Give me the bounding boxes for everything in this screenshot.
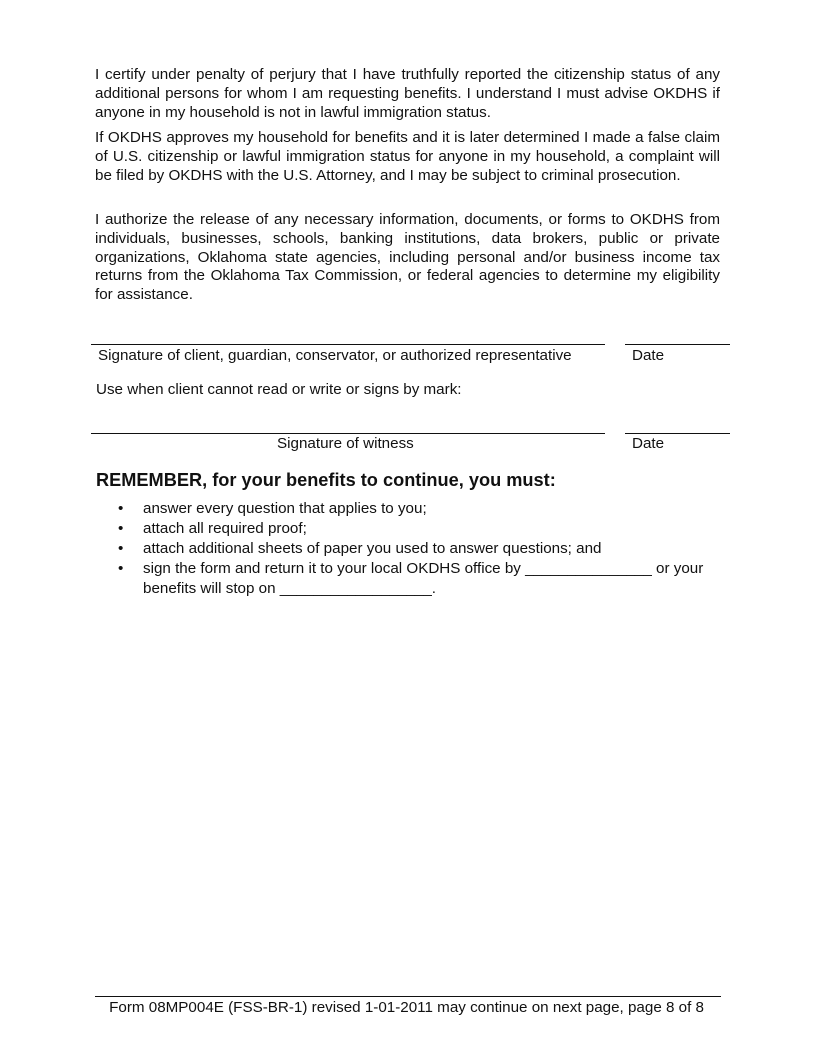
list-item [118,559,718,599]
authorize-paragraph: I authorize the release of any necessary information, documents, or forms to OKDHS from individuals, businesses, schools, banking institutions, data brokers, public or private organizations, Oklahoma state agencies, including personal and/or business income tax returns from the Oklahoma Tax Commission, or federal agencies to determine my eligibility for assistance. [95,211,720,304]
witness-signature-line[interactable] [91,433,605,434]
list-item-text: answer every question that applies to you; [143,500,427,517]
footer-rule [95,996,721,997]
bullet-icon: • [118,540,124,557]
client-date-label: Date [632,347,665,364]
list-item-text: attach all required proof; [143,520,307,537]
list-item-text: sign the form and return it to your local OKDHS office by _______________ or your benefits will stop on __________________. [143,560,704,597]
false-claim-paragraph: If OKDHS approves my household for benefits and it is later determined I made a false claim of U.S. citizenship or lawful immigration status for anyone in my household, a complaint will be filed by OKDHS with the U.S. Attorney, and I may be subject to criminal prosecution. [95,129,720,184]
client-signature-line[interactable] [91,344,605,345]
witness-date-label: Date [632,435,665,452]
remember-list [118,499,718,599]
certify-paragraph: I certify under penalty of perjury that I have truthfully reported the citizenship status of any additional persons for whom I am requesting benefits. I understand I must advise OKDHS if anyone in my household is not in lawful immigration status. [95,66,720,121]
list-item [118,539,718,559]
list-item [118,519,718,539]
witness-date-line[interactable] [625,433,730,434]
client-signature-label: Signature of client, guardian, conservator, or authorized representative [98,347,572,364]
list-item [118,499,718,519]
bullet-icon: • [118,520,124,537]
witness-signature-label: Signature of witness [277,435,414,452]
sign-by-mark-note: Use when client cannot read or write or signs by mark: [96,381,462,398]
remember-heading: REMEMBER, for your benefits to continue, you must: [96,470,556,490]
client-date-line[interactable] [625,344,730,345]
form-footer: Form 08MP004E (FSS-BR-1) revised 1-01-2011 may continue on next page, page 8 of 8 [109,999,704,1016]
bullet-icon: • [118,500,124,517]
bullet-icon: • [118,560,124,577]
list-item-text: attach additional sheets of paper you used to answer questions; and [143,540,602,557]
